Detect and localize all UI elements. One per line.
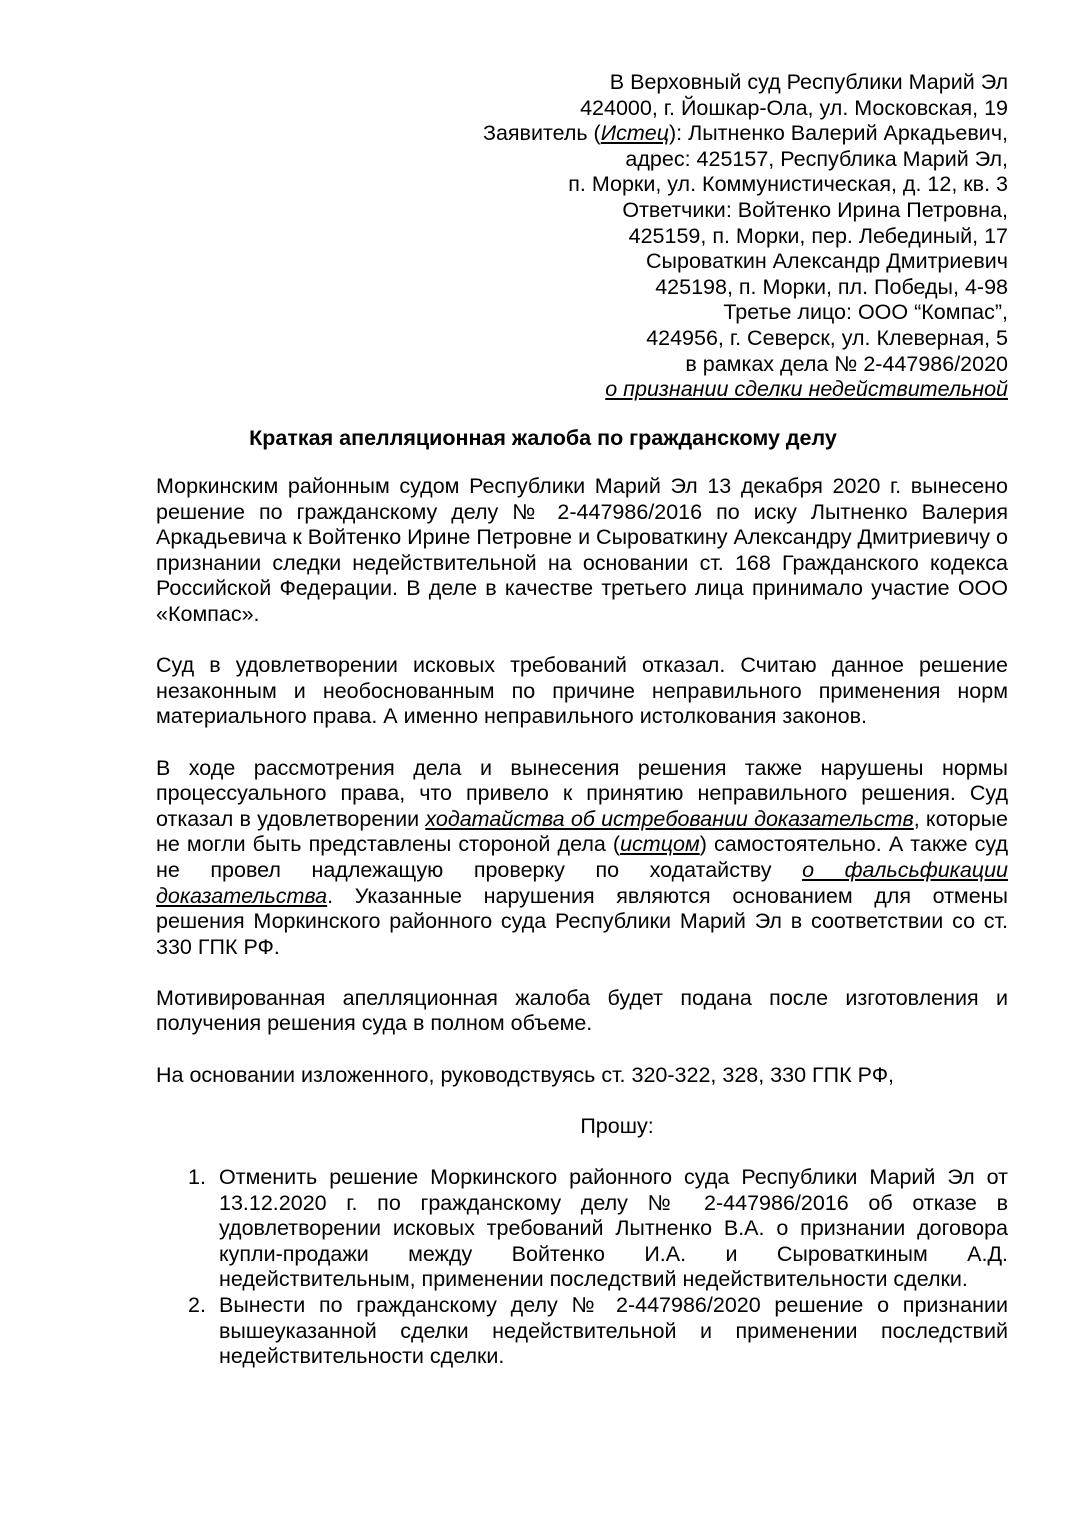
third-party: Третье лицо: ООО “Компас”, xyxy=(723,300,1008,325)
paragraph-grounds: На основании изложенного, руководствуясь ст. 320-322, 328, 330 ГПК РФ, xyxy=(156,1062,895,1087)
respondent1-address: 425159, п. Морки, пер. Лебединый, 17 xyxy=(628,223,1008,248)
applicant-address-2: п. Морки, ул. Коммунистическая, д. 12, кв. 3 xyxy=(568,172,1008,197)
request-heading: Прошу: xyxy=(580,1113,654,1138)
respondents-line: Ответчики: Войтенко Ирина Петровна, xyxy=(622,197,1008,222)
applicant-address-1: адрес: 425157, Республика Марий Эл, xyxy=(625,146,1008,171)
applicant-prefix: Заявитель ( xyxy=(482,121,601,146)
respondent2-address: 425198, п. Морки, пл. Победы, 4-98 xyxy=(655,274,1008,299)
request-text: Отменить решение Моркинского районного суда Республики Марий Эл от 13.12.2020 г. по гражданскому делу № 2-447986/2016 об отказе в удовлетворении исковых требований Лытненко В.А. о признании договора купли-продажи между Войтенко И.А. и Сыроваткиным А.Д. недействительным, применении последствий недействительности сделки. xyxy=(219,1165,1008,1292)
case-reference: в рамках дела № 2-447986/2020 xyxy=(685,351,1008,376)
request-text: Вынести по гражданскому делу № 2-447986/2020 решение о признании вышеуказанной сделки недействительной и применении последствий недействительности сделки. xyxy=(219,1293,1008,1369)
applicant-name: ): Лытненко Валерий Аркадьевич, xyxy=(669,121,1008,146)
applicant-role: Истец xyxy=(600,121,669,146)
plaintiff-link: истцом xyxy=(620,832,700,857)
document-title: Краткая апелляционная жалоба по гражданскому делу xyxy=(249,426,837,450)
paragraph-violations xyxy=(156,756,1008,961)
case-subject-text: о признании сделки недействительной xyxy=(605,377,1008,402)
case-subject xyxy=(368,377,1008,403)
paragraph-decision: Моркинским районным судом Республики Марий Эл 13 декабря 2020 г. вынесено решение по гражданскому делу № 2-447986/2016 по иску Лытненко Валерия Аркадьевича к Войтенко Ирине Петровне и Сыроваткину Александру Дмитриевичу о признании следки недействительной на основании ст. 168 Гражданского кодекса Российской Федерации. В деле в качестве третьего лица принимало участие ООО «Компас». xyxy=(156,474,1008,626)
request-number: 2. xyxy=(188,1293,206,1317)
paragraph-motivated-appeal: Мотивированная апелляционная жалоба будет подана после изготовления и получения решения суда в полном объеме. xyxy=(156,985,1008,1036)
violations-text-1: В ходе рассмотрения дела и вынесения решения также нарушены нормы процессуального права, что привело к принятию неправильного решения. Суд отказал в удовлетворении xyxy=(156,755,1008,831)
request-list xyxy=(156,1165,1008,1370)
applicant-line xyxy=(368,121,1008,147)
court-name: В Верховный суд Республики Марий Эл xyxy=(609,70,1008,94)
evidence-request-link: ходатайства об истребовании доказательств xyxy=(425,806,914,831)
respondent2-name: Сыроваткин Александр Дмитриевич xyxy=(646,249,1008,274)
falsification-link: о фальсьфикации доказательства xyxy=(156,857,1008,908)
document-body xyxy=(156,474,1008,1370)
request-number: 1. xyxy=(188,1165,206,1190)
addressee-block xyxy=(368,70,1008,403)
paragraph-refusal: Суд в удовлетворении исковых требований отказал. Считаю данное решение незаконным и необоснованным по причине неправильного применения норм материального права. А именно неправильного истолкования законов. xyxy=(156,653,1008,729)
request-item xyxy=(156,1165,1008,1293)
violations-text-4: . Указанные нарушения являются основанием для отмены решения Моркинского районного суда Республики Марий Эл в соответствии со ст. 330 ГПК РФ. xyxy=(156,883,1008,959)
violations-text-2: , которые не могли быть представлены стороной дела ( xyxy=(156,806,1008,857)
violations-text-3: ) самостоятельно. А также суд не провел надлежащую проверку по ходатайству xyxy=(156,832,1008,882)
request-item xyxy=(156,1293,1008,1370)
third-party-address: 424956, г. Северск, ул. Клеверная, 5 xyxy=(646,325,1008,350)
court-address: 424000, г. Йошкар-Ола, ул. Московская, 19 xyxy=(580,95,1008,120)
